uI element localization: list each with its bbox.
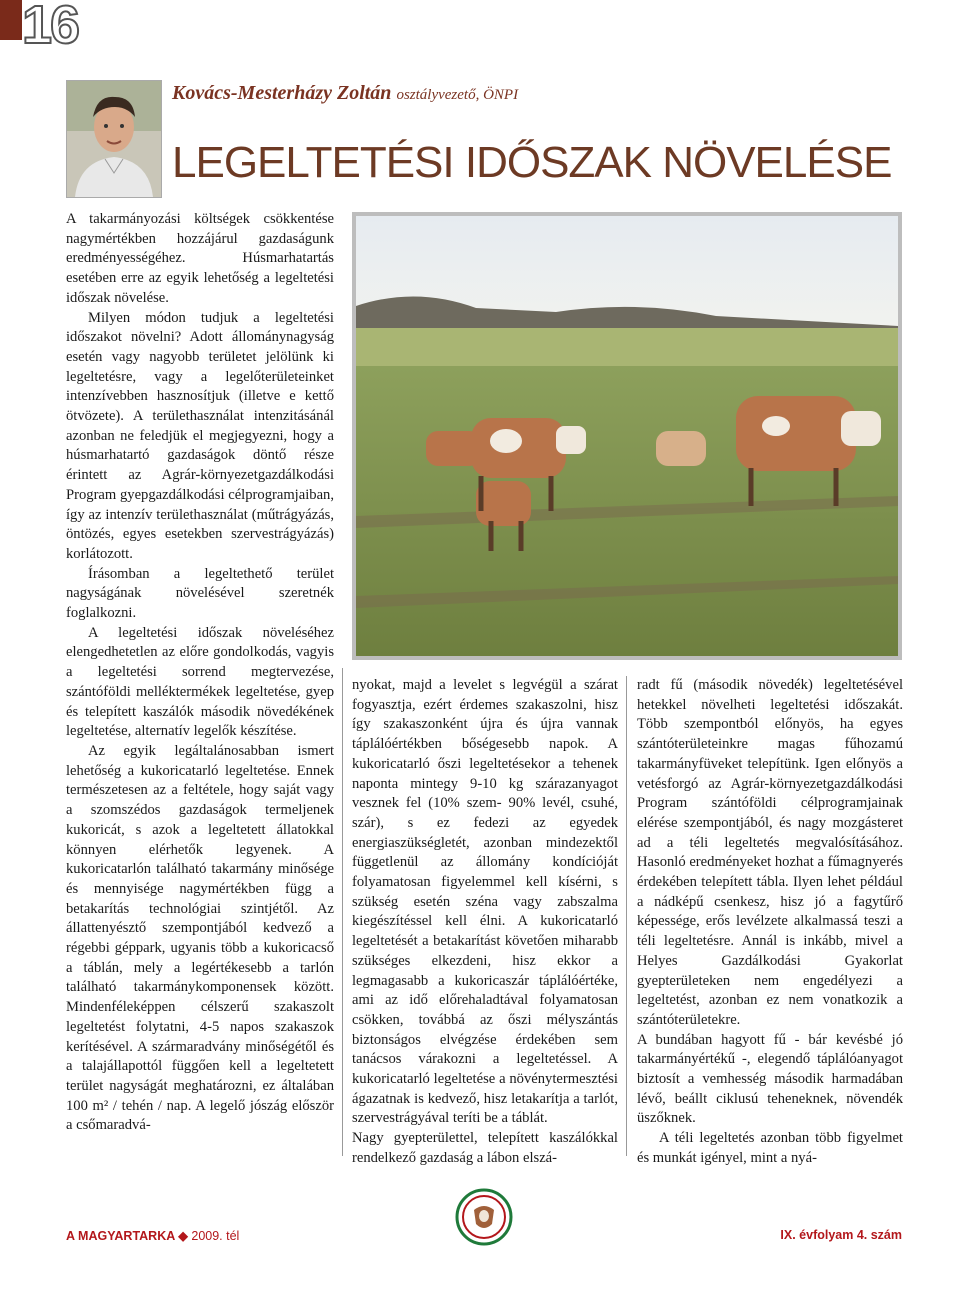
article-title: LEGELTETÉSI IDŐSZAK NÖVELÉSE (172, 138, 892, 187)
column-3 (637, 676, 903, 1169)
paragraph: nyokat, majd a levelet s legvégül a szárat fogyasztja, ezért érdemes szakaszolni, hisz így szakaszonként újra és újra vannak táplálóértékben bőségesebb napok. A kukoricatarló őszi legeltetésekor a tehenek naponta mintegy 9-10 kg szárazanyagot vesznek fel (10% szem- 90% levél, csuhé, szár), s ez fedezi az egyedek energiaszükségletét, azonban mindezektől függetlenül az állomány kondícióját folyamatosan figyelemmel kell kísérni, s szükség esetén széna vagy zabszalma kiegészítéssel kell élni. A kukoricatarló legeltetését a betakarítást követően miharabb szükséges elkezdeni, hisz ekkor a legmagasabb a kukoricaszár táplálóértéke, ami az idő előrehaladtával folyamatosan csökken, továbbá az őszi mélyszántás biztonságos elvégzése érdekében sem tanácsos várakozni a legeltetéssel. A kukoricatarló legeltetése a növénytermesztési ágazatnak is kedvező, hisz letakarítja a tarlót, szervestrágyával teríti be a táblát. (352, 677, 618, 1127)
paragraph: A téli legeltetés azonban több figyelmet és munkát igényel, mint a nyá- (637, 1130, 903, 1166)
column-divider (626, 676, 627, 1156)
author-photo (66, 80, 162, 198)
column-2 (352, 676, 618, 1169)
paragraph: Az egyik legáltalánosabban ismert lehetőség a kukoricatarló legeltetése. Ennek természetesen az a feltétele, hogy saját vagy a szomszédos gazdaságok termeljenek kukoricát, s azok a legeltetett állatokkal könnyen elérhetők legyenek. A kukoricatarlón található takarmány minősége és mennyisége nagymértékben függ a betakarítás technológiai szintjétől. Az állattenyésztő szempontjából kedvező a régebbi géppark, ugyanis több a kukoricacső a táblán, mely a legértékesebb a tarlón található takarmánykomponensek között. Mindenféleképpen célszerű szakaszolt legeltetést folytatni, 4-5 napos szakaszok kerítésével. A szármaradvány minőségétől és a talajállapottól függően kell a legeltetett terület nagyságát meghatározni, ez általában 100 m² / tehén / nap. A legelő jószág először a csőmaradvá- (66, 742, 334, 1134)
paragraph: Nagy gyepterülettel, telepített kaszálókkal rendelkező gazdaság a lábon elszá- (352, 1130, 618, 1166)
page-number-box (0, 0, 118, 58)
column-divider (342, 668, 343, 1156)
page-footer (66, 1228, 902, 1246)
author-role: osztályvezető, ÖNPI (396, 87, 519, 103)
paragraph: A bundában hagyott fű - bár kevésbé jó takarmányértékű -, elegendő táplálóanyagot biztosít a vemhesség második harmadában lévő, beállt ciklusú teheneknek, növendék üszőknek. (637, 1031, 903, 1127)
author-name: Kovács-Mesterházy Zoltán (172, 82, 392, 104)
paragraph: Írásomban a legeltethető terület nagyságának növelésével szeretnék foglalkozni. (66, 565, 334, 622)
diamond-icon: ◆ (178, 1229, 192, 1243)
issue-number: IX. évfolyam 4. szám (780, 1228, 902, 1242)
magazine-name: A MAGYARTARKA (66, 1229, 175, 1243)
paragraph: radt fű (második növedék) legeltetésével hetekkel növelheti legeltetési időszakát. Több szempontból előnyös, ha egyes szántóterületeinkre magas fűhozamú takarmányfüveket telepítünk. Igen előnyös a vetésforgó az Agrár-környezetgazdálkodási Program szántóföldi célprogramjainak elérése szempontjából, és nagy mozgásteret ad a téli legeltetés megvalósításához. Hasonló eredményeket hozhat a fűmagnyerés érdekében telepített tábla. Ilyen lehet például a nádképű csenkesz, hisz jó a fagytűrő képessége, erős levélzete alkalmassá teszi a téli legeltetésre. Annál is inkább, mivel a Helyes Gazdálkodási Gyakorlat gyepterületeken nem engedélyezi a legeltetést, azonban ez nem vonatkozik a szántóterületekre. (637, 677, 903, 1028)
page-tab (0, 0, 22, 40)
footer-left (66, 1228, 239, 1243)
cattle-pasture-photo (352, 212, 902, 660)
issue-season: 2009. tél (191, 1229, 240, 1243)
paragraph: A takarmányozási költségek csökkentése nagymértékben hozzájárul gazdaságunk eredményességéhez. Húsmarhatartás esetében erre az egyik lehetőség a legeltetési időszak növelése. (66, 211, 334, 306)
paragraph: A legeltetési időszak növeléséhez elengedhetetlen az előre gondolkodás, vagyis a legeltetési sorrend megtervezése, szántóföldi melléktermékek legeltetése, gyep és telepített kaszálók második növedékének legeltetése, alternatív legelők készítése. (66, 624, 334, 740)
author-line (172, 82, 518, 105)
paragraph: Milyen módon tudjuk a legeltetési időszakot növelni? Adott állománynagyság esetén vagy nagyobb területet jelölünk ki legeltetésre, vagy a legelőterületeinket intenzívebben hasznosítjuk (illetve e kettő ötvözete). A területhasználat intenzitásánál azonban ne feledjük el megjegyezni, hogy a húsmarhatartó gazdaságok döntő része érintett az Agrár-környezetgazdálkodási Program gyepgazdálkodási célprogramjaiban, így az intenzív területhasználat (műtrágyázás, öntözés, egyes esetekben szervestrágyázás) korlátozott. (66, 309, 334, 562)
page-number: 16 (22, 0, 79, 55)
column-1 (66, 210, 334, 1136)
